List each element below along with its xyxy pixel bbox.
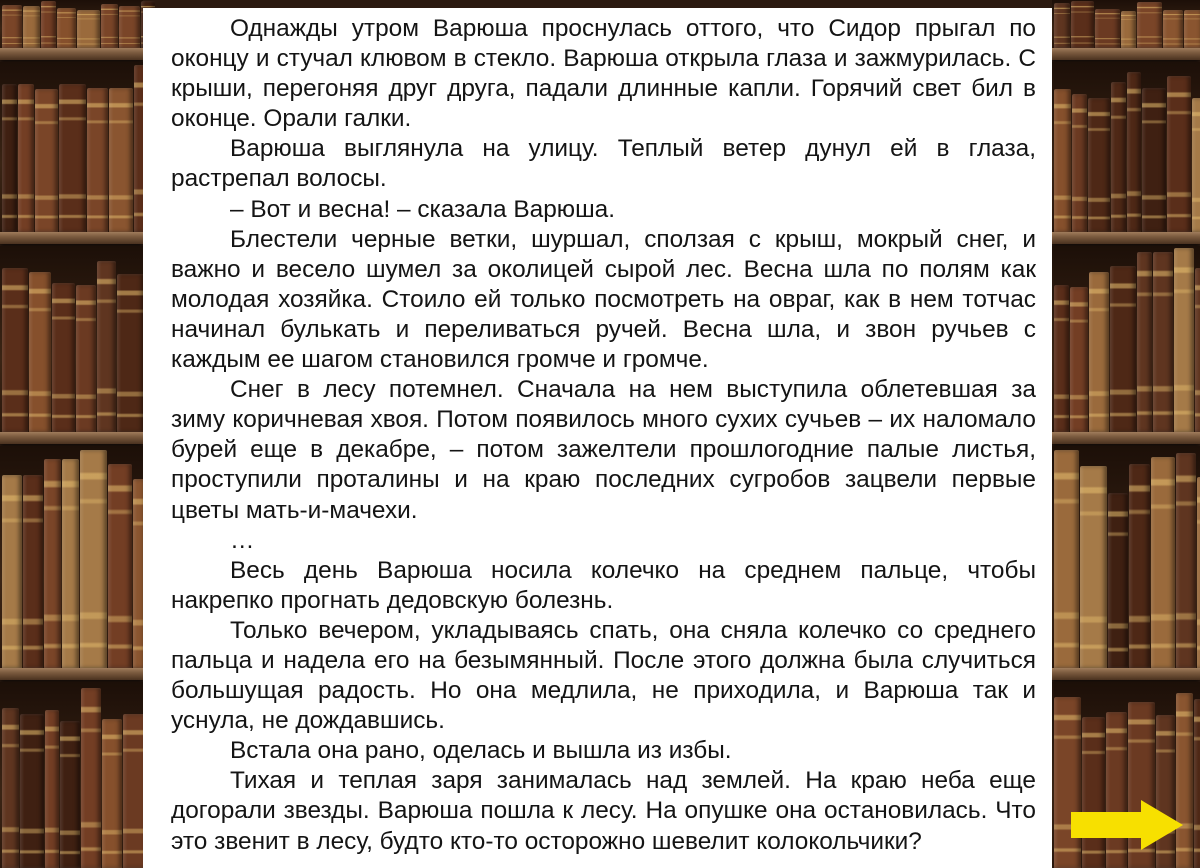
shelf-row <box>0 62 143 232</box>
book-spine <box>1137 252 1152 432</box>
book-spine <box>108 464 132 668</box>
shelf-row <box>1052 446 1200 668</box>
shelf-row <box>0 446 143 668</box>
book-spine <box>1195 268 1200 432</box>
book-spine <box>101 4 118 48</box>
book-spine <box>76 285 96 432</box>
book-spine <box>2 475 22 668</box>
shelf-plank <box>1052 668 1200 680</box>
book-spine <box>1054 3 1070 48</box>
book-spine <box>1071 1 1094 48</box>
book-spine <box>1121 11 1136 48</box>
book-spine <box>41 1 56 48</box>
book-spine <box>1184 10 1200 48</box>
shelf-row <box>0 682 143 868</box>
shelf-plank <box>1052 48 1200 60</box>
book-spine <box>102 719 122 868</box>
book-spine <box>60 721 80 868</box>
book-spine <box>119 6 140 48</box>
book-spine <box>52 283 75 432</box>
book-spine <box>87 88 108 233</box>
book-spine <box>20 714 44 868</box>
book-spine <box>29 272 51 432</box>
book-spine <box>59 84 86 232</box>
shelf-row <box>1052 62 1200 232</box>
book-spine <box>23 6 40 48</box>
book-spine <box>1054 450 1079 668</box>
shelf-row <box>0 0 143 48</box>
book-spine <box>1192 98 1200 232</box>
shelf-plank <box>1052 432 1200 444</box>
book-spine <box>1054 285 1069 432</box>
book-spine <box>1127 72 1141 232</box>
shelf-plank <box>0 48 143 60</box>
book-spine <box>2 708 19 868</box>
book-spine <box>80 450 107 668</box>
book-spine <box>1072 94 1087 232</box>
shelf-row <box>1052 0 1200 48</box>
paragraph-4: Блестели черные ветки, шуршал, сползая с крыш, мокрый снег, и важно и весело шумел за околицей сырой лес. Весна шла по полям как молодая хозяйка. Стоило ей только посмотреть на овраг, как в нем тотчас начинал булькать и переливаться ручей. Весна шла, и звон ручьев с каждым ее шагом становился громче и громче. <box>171 225 1036 374</box>
book-spine <box>2 268 28 432</box>
book-spine <box>1137 2 1162 48</box>
book-spine <box>1111 82 1126 232</box>
paragraph-3: – Вот и весна! – сказала Варюша. <box>230 195 615 223</box>
book-spine <box>45 710 59 868</box>
book-spine <box>97 261 116 432</box>
book-spine <box>18 84 34 232</box>
shelf-row <box>0 246 143 432</box>
book-spine <box>62 459 79 668</box>
shelf-plank <box>0 232 143 244</box>
shelf-row <box>1052 246 1200 432</box>
book-spine <box>1129 464 1150 668</box>
paragraph-1: Однажды утром Варюша проснулась оттого, что Сидор прыгал по оконцу и стучал клювом в стекло. Варюша открыла глаза и зажмурилась. С крыши, перегоняя друг друга, падали длинные капли. Горячий свет бил в оконце. Орали галки. <box>171 15 1036 133</box>
book-spine <box>23 475 43 668</box>
text-page <box>143 8 1052 868</box>
paragraph-ellipsis: … <box>230 526 255 554</box>
paragraph-8: Встала она рано, оделась и вышла из избы. <box>230 737 732 765</box>
book-spine <box>109 88 133 233</box>
shelf-plank <box>1052 232 1200 244</box>
book-spine <box>1163 10 1183 48</box>
book-spine <box>1174 248 1194 432</box>
book-spine <box>1151 457 1175 668</box>
book-spine <box>1153 252 1173 432</box>
book-spine <box>1108 493 1128 668</box>
book-spine <box>1176 453 1196 668</box>
bookshelf-right <box>1052 0 1200 868</box>
book-spine <box>1110 266 1136 432</box>
shelf-plank <box>0 668 143 680</box>
book-spine <box>1088 98 1110 232</box>
arrow-right-icon <box>1071 800 1183 850</box>
book-spine <box>1080 466 1107 668</box>
paragraph-2: Варюша выглянула на улицу. Теплый ветер дунул ей в глаза, растрепал волосы. <box>171 135 1036 193</box>
paragraph-6: Весь день Варюша носила колечко на среднем пальце, чтобы накрепко прогнать дедовскую болезнь. <box>171 556 1036 614</box>
book-spine <box>57 8 76 48</box>
bookshelf-left <box>0 0 143 868</box>
book-spine <box>1142 88 1166 233</box>
book-spine <box>1054 89 1071 232</box>
book-spine <box>117 274 144 432</box>
book-spine <box>1070 287 1088 432</box>
paragraph-7: Только вечером, укладываясь спать, она сняла колечко со среднего пальца и надела его на безымянный. После этого должна была случиться большущая радость. Но она медлила, не приходила, и Варюша так и уснула, не дождавшись. <box>171 616 1036 735</box>
paragraph-5: Снег в лесу потемнел. Сначала на нем выступила облетевшая за зиму коричневая хвоя. Потом появилось много сухих сучьев – их наломало бурей еще в декабре, – потом зажелтели прошлогодние палые листья, проступили проталины и на краю последних сугробов зацвели первые цветы мать-и-мачехи. <box>171 376 1036 524</box>
book-spine <box>35 89 58 232</box>
paragraph-9: Тихая и теплая заря занималась над землей. На краю неба еще догорали звезды. Варюша пошла к лесу. На опушке она остановилась. Что это звенит в лесу, будто кто-то осторожно шевелит колокольчики? <box>171 767 1036 855</box>
book-spine <box>1095 9 1120 48</box>
book-spine <box>2 5 22 48</box>
book-spine <box>44 459 61 668</box>
book-spine <box>77 10 100 48</box>
book-spine <box>1194 699 1200 868</box>
book-spine <box>1167 76 1191 232</box>
book-spine <box>2 84 17 232</box>
next-button[interactable] <box>1071 800 1183 850</box>
shelf-plank <box>0 432 143 444</box>
book-spine <box>81 688 101 868</box>
book-spine <box>1089 272 1109 432</box>
